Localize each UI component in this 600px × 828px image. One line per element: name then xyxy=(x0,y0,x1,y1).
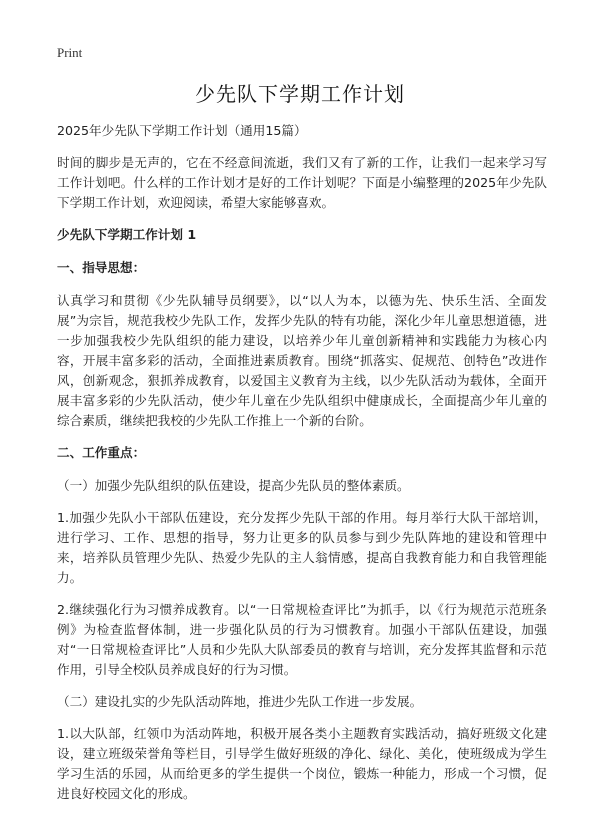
list-item: 1.加强少先队小干部队伍建设，充分发挥少先队干部的作用。每月举行大队干部培训，进行学习、工作、思想的指导，努力让更多的队员参与到少先队阵地的建设和管理中来，培养队员管理少先队、热爱少先队的主人翁情感，提高自我教育能力和自我管理能力。 xyxy=(57,510,547,585)
print-link[interactable]: Print xyxy=(57,45,83,60)
list-item: 1.以大队部，红领巾为活动阵地，积极开展各类小主题教育实践活动，搞好班级文化建设，建立班级荣誉角等栏目，引导学生做好班级的净化、绿化、美化，使班级成为学生学习生活的乐园，从而给更多的学生提供一个岗位，锻炼一种能力，形成一个习惯，促进良好校园文化的形成。 xyxy=(57,726,547,801)
intro-paragraph: 时间的脚步是无声的，它在不经意间流逝，我们又有了新的工作，让我们一起来学习写工作计划吧。什么样的工作计划才是好的工作计划呢？下面是小编整理的2025年少先队下学期工作计划，欢迎阅读，希望大家能够喜欢。 xyxy=(57,155,547,210)
document-subtitle: 2025年少先队下学期工作计划（通用15篇） xyxy=(57,123,307,138)
guiding-ideology-paragraph: 认真学习和贯彻《少先队辅导员纲要》，以“以人为本，以德为先、快乐生活、全面发展”为宗旨，规范我校少先队工作，发挥少先队的特有功能，深化少年儿童思想道德，进一步加强我校少先队组织的能力建设，以培养少年儿童创新精神和实践能力为核心内容，开展丰富多彩的活动，全面推进素质教育。围绕“抓落实、促规范、创特色”改进作风，创新观念，狠抓养成教育，以爱国主义教育为主线，以少先队活动为载体，全面开展丰富多彩的少先队活动，使少年儿童在少先队组织中健康成长，全面提高少年儿童的综合素质，继续把我校的少先队工作推上一个新的台阶。 xyxy=(57,293,547,428)
section-heading-guiding-ideology: 一、指导思想： xyxy=(57,260,146,275)
subsection-heading-activity-base: （二）建设扎实的少先队活动阵地，推进少先队工作进一步发展。 xyxy=(57,694,423,709)
plan-heading: 少先队下学期工作计划 1 xyxy=(57,227,197,242)
list-item: 2.继续强化行为习惯养成教育。以“一日常规检查评比”为抓手，以《行为规范示范班条例》为检查监督体制，进一步强化队员的行为习惯教育。加强小干部队伍建设，加强对“一日常规检查评比”人员和少先队大队部委员的教育与培训，充分发挥其监督和示范作用，引导全校队员养成良好的行为习惯。 xyxy=(57,602,547,677)
section-heading-work-focus: 二、工作重点： xyxy=(57,445,146,460)
document-body xyxy=(57,121,547,816)
subsection-heading-team-building: （一）加强少先队组织的队伍建设，提高少先队员的整体素质。 xyxy=(57,478,410,493)
page-title: 少先队下学期工作计划 xyxy=(195,82,405,106)
